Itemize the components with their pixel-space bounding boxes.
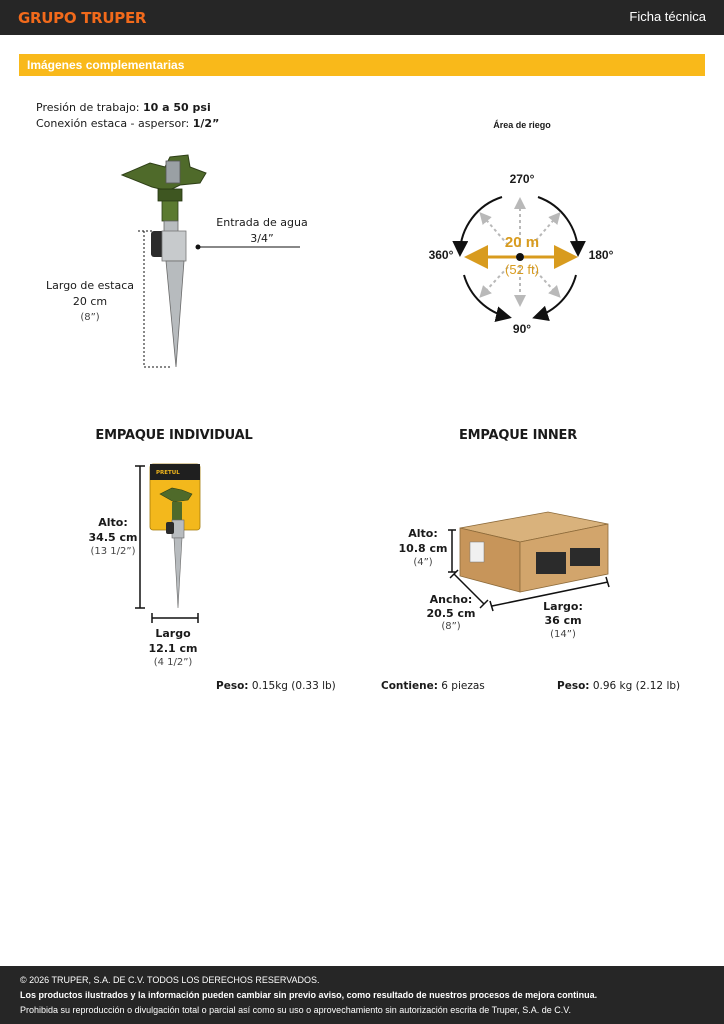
angle-90-label: 90°	[512, 322, 532, 336]
inner-width-label: Ancho:	[429, 593, 473, 606]
coverage-title: Área de riego	[493, 120, 551, 130]
inner-contents	[381, 680, 485, 692]
individual-weight-value: 0.15kg (0.33 lb)	[251, 680, 336, 692]
brand-logo: GRUPO TRUPER	[18, 9, 147, 27]
radius-feet-label: (52 ft)	[505, 262, 539, 277]
inner-length-cm: 36 cm	[544, 614, 582, 627]
water-inlet-value: 3/4”	[250, 232, 274, 245]
individual-height-in: (13 1/2”)	[90, 546, 136, 557]
connection-label: Conexión estaca - aspersor:	[36, 117, 190, 130]
inner-contents-value: 6 piezas	[441, 680, 485, 692]
stake-length-inches: (8”)	[80, 312, 100, 323]
connection-value: 1/2”	[192, 117, 220, 130]
inner-weight	[557, 680, 680, 692]
pressure-spec	[36, 101, 211, 114]
footer	[0, 966, 724, 1024]
inner-width-in: (8”)	[441, 621, 461, 632]
individual-length-label: Largo	[155, 627, 191, 640]
inner-contents-label: Contiene:	[381, 680, 438, 692]
stake-length-label: Largo de estaca	[46, 279, 134, 292]
pressure-value: 10 a 50 psi	[143, 101, 211, 114]
inner-weight-value: 0.96 kg (2.12 lb)	[592, 680, 681, 692]
package-brand-text: PRETUL	[156, 470, 180, 476]
section-title: Imágenes complementarias	[27, 58, 185, 72]
individual-height-cm: 34.5 cm	[88, 531, 138, 544]
sprinkler-center-dot	[516, 253, 524, 261]
radius-meters-label: 20 m	[504, 234, 540, 251]
inner-height-cm: 10.8 cm	[398, 542, 448, 555]
spray-directions	[482, 201, 558, 303]
inner-height-label: Alto:	[408, 527, 438, 540]
footer-prohibition: Prohibida su reproducción o divulgación total o parcial así como su uso o aprovechamiento sin autorización escrita de Truper, S.A. de C.V.	[20, 1005, 571, 1015]
sprinkler-head	[122, 155, 206, 221]
inner-package-heading: EMPAQUE INNER	[458, 428, 578, 443]
inner-height-in: (4”)	[413, 557, 433, 568]
stake-length-value: 20 cm	[72, 295, 108, 308]
water-inlet-label: Entrada de agua	[216, 216, 308, 229]
rotation-arc-bottom-left	[464, 275, 508, 317]
footer-notice: Los productos ilustrados y la información pueden cambiar sin previo aviso, como resultado de nuestros procesos de mejora continua.	[20, 990, 598, 1000]
angle-180-label: 180°	[588, 248, 614, 262]
document-type: Ficha técnica	[629, 9, 706, 24]
individual-package-heading: EMPAQUE INDIVIDUAL	[95, 428, 253, 443]
individual-weight	[216, 680, 336, 692]
pressure-label: Presión de trabajo:	[36, 101, 140, 114]
angle-270-label: 270°	[509, 172, 535, 186]
footer-copyright: © 2026 TRUPER, S.A. DE C.V. TODOS LOS DERECHOS RESERVADOS.	[20, 975, 320, 985]
header-bar	[0, 0, 724, 35]
inner-length-in: (14”)	[550, 629, 576, 640]
individual-length-cm: 12.1 cm	[148, 642, 198, 655]
individual-length-in: (4 1/2”)	[153, 657, 193, 668]
inner-weight-label: Peso:	[557, 680, 590, 692]
section-header	[19, 54, 705, 76]
inner-width-cm: 20.5 cm	[426, 607, 476, 620]
sprinkler-body	[151, 221, 186, 367]
individual-height-label: Alto:	[98, 516, 128, 529]
connection-spec	[36, 117, 219, 130]
box-label	[536, 552, 566, 574]
angle-360-label: 360°	[428, 248, 454, 262]
inner-length-label: Largo:	[543, 600, 583, 613]
rotation-arc-bottom-right	[536, 275, 576, 317]
individual-weight-label: Peso:	[216, 680, 249, 692]
sprinkler-illustration	[110, 145, 310, 375]
